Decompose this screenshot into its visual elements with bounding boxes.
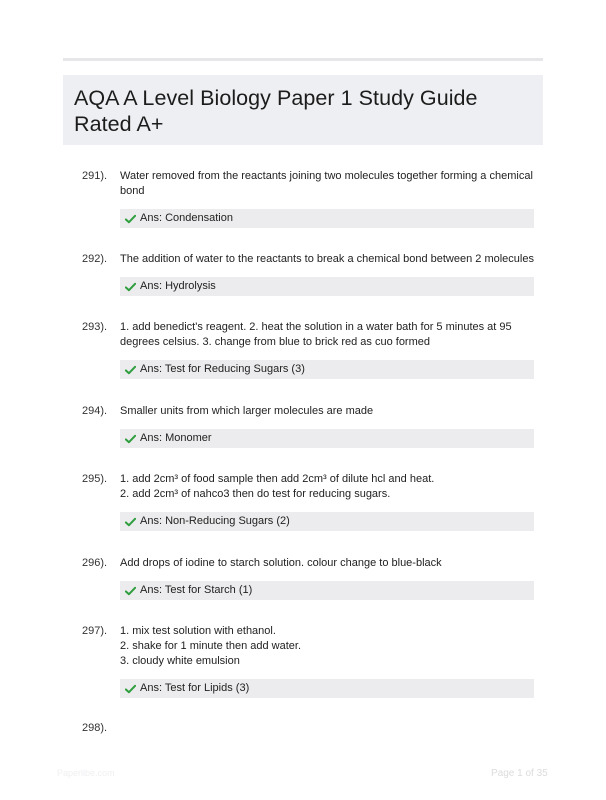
check-icon — [125, 365, 136, 375]
question-number: 294). — [82, 405, 108, 417]
question-number: 292). — [82, 253, 108, 265]
question-line: Add drops of iodine to starch solution. colour change to blue-black — [120, 557, 442, 569]
answer-text: Ans: Monomer — [140, 432, 212, 444]
question-text — [120, 472, 535, 502]
check-icon — [125, 517, 136, 527]
question-line: 1. add 2cm³ of food sample then add 2cm³ of dilute hcl and heat. — [120, 473, 435, 485]
answer-text: Ans: Test for Starch (1) — [140, 584, 253, 596]
question-text — [120, 169, 535, 199]
question-line: degrees celsius. 3. change from blue to brick red as cuo formed — [120, 336, 430, 348]
question-text — [120, 404, 535, 419]
check-icon — [125, 282, 136, 292]
question-number: 291). — [82, 170, 108, 182]
answer-text: Ans: Condensation — [140, 212, 233, 224]
question-number: 296). — [82, 557, 108, 569]
check-icon — [125, 684, 136, 694]
question-number: 298). — [82, 722, 108, 734]
answer-text: Ans: Test for Reducing Sugars (3) — [140, 363, 305, 375]
question-line: 1. mix test solution with ethanol. — [120, 625, 276, 637]
footer-site: Paperlibe.com — [57, 768, 115, 778]
answer-text: Ans: Non-Reducing Sugars (2) — [140, 515, 290, 527]
question-line: 2. shake for 1 minute then add water. — [120, 640, 302, 652]
answer-box — [120, 277, 534, 296]
question-number: 297). — [82, 625, 108, 637]
question-text — [120, 252, 535, 267]
answer-box — [120, 679, 534, 698]
check-icon — [125, 434, 136, 444]
question-text — [120, 320, 535, 350]
question-line: Water removed from the reactants joining two molecules together forming a chemical — [120, 170, 533, 182]
question-text — [120, 624, 535, 669]
page-indicator: Page 1 of 35 — [491, 768, 548, 779]
document-title: AQA A Level Biology Paper 1 Study Guide Rated A+ — [74, 86, 478, 136]
answer-box — [120, 209, 534, 228]
question-number: 293). — [82, 321, 108, 333]
question-line: The addition of water to the reactants to break a chemical bond between 2 molecules — [120, 253, 534, 265]
check-icon — [125, 586, 136, 596]
question-line: bond — [120, 185, 145, 197]
question-line: 1. add benedict's reagent. 2. heat the solution in a water bath for 5 minutes at 95 — [120, 321, 512, 333]
check-icon — [125, 214, 136, 224]
question-text — [120, 556, 535, 571]
title-banner — [63, 75, 543, 145]
question-line: Smaller units from which larger molecules are made — [120, 405, 374, 417]
top-divider — [63, 58, 543, 61]
answer-box — [120, 512, 534, 531]
question-number: 295). — [82, 473, 108, 485]
answer-box — [120, 429, 534, 448]
answer-text: Ans: Hydrolysis — [140, 280, 216, 292]
answer-text: Ans: Test for Lipids (3) — [140, 682, 250, 694]
answer-box — [120, 581, 534, 600]
question-line: 3. cloudy white emulsion — [120, 655, 240, 667]
question-line: 2. add 2cm³ of nahco3 then do test for reducing sugars. — [120, 488, 391, 500]
answer-box — [120, 360, 534, 379]
